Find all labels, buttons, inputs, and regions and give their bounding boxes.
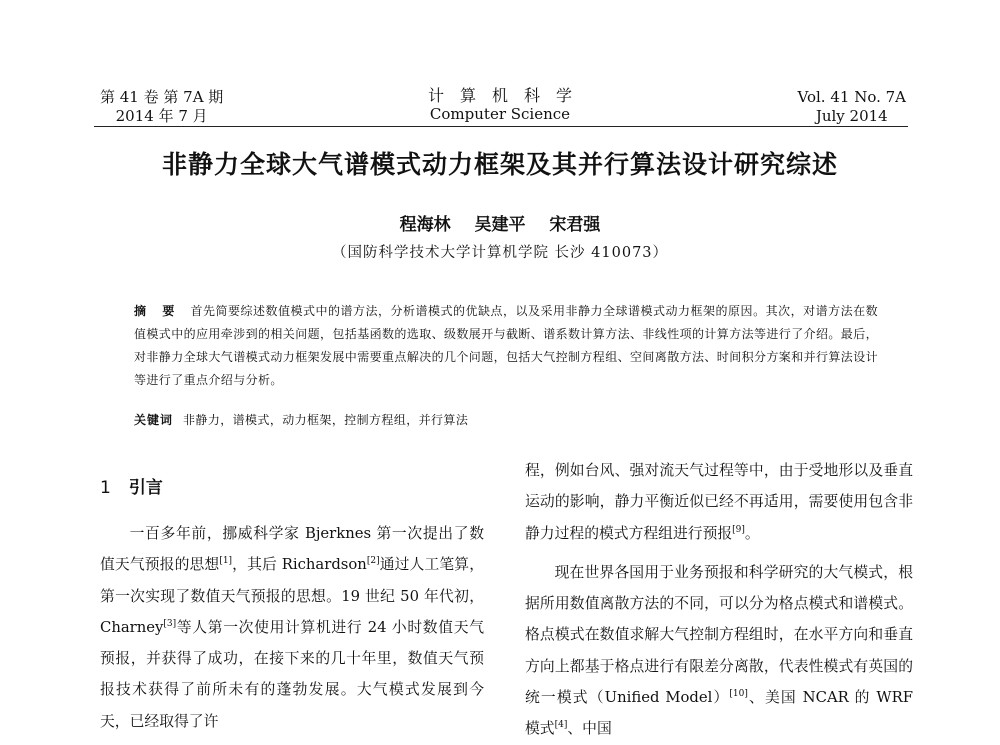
journal-name-en: Computer Science: [429, 105, 571, 123]
affiliation: （国防科学技术大学计算机学院 长沙 410073）: [331, 245, 669, 261]
citation: [2]: [366, 556, 380, 567]
author-name: 宋君强: [549, 215, 601, 235]
running-header-left: [100, 88, 223, 126]
citation: [1]: [219, 556, 233, 567]
citation: [4]: [554, 720, 568, 731]
text-run: 程，例如台风、强对流天气过程等中，由于受地形以及垂直运动的影响，静力平衡近似已经不再适用，需要使用包含非静力过程的模式方程组进行预报: [525, 462, 913, 542]
text-run: 通过人工笔算，第一次实现了数值天气预报的思想。19 世纪 50 年代初，Charney: [100, 556, 484, 636]
journal-name-cn: 计算机科学: [427, 86, 588, 105]
paper-title: 非静力全球大气谱模式动力框架及其并行算法设计研究综述: [161, 150, 838, 179]
body-paragraph: [100, 518, 484, 737]
volume-issue-cn: 第 41 卷 第 7A 期: [100, 88, 224, 106]
keywords-text: 非静力，谱模式，动力框架，控制方程组，并行算法: [183, 413, 469, 427]
body-paragraph: [525, 557, 913, 745]
text-run: 一百多年前，挪威科学家 Bjerknes 第一次提出了数值天气预报的思想: [100, 525, 484, 574]
author-list: [0, 210, 1000, 235]
author-name: 程海林: [399, 215, 451, 235]
date-cn: 2014 年 7 月: [115, 107, 208, 125]
text-run: 、中国: [567, 720, 612, 738]
abstract-label: 摘 要: [134, 304, 181, 318]
abstract: [134, 300, 878, 392]
running-header-center: [372, 86, 628, 124]
running-header-right: [798, 88, 906, 126]
abstract-text: 首先简要综述数值模式中的谱方法，分析谱模式的优缺点，以及采用非静力全球谱模式动力框架的原因。其次，对谱方法在数值模式中的应用牵涉到的相关问题，包括基函数的选取、级数展开与截断、谱系数计算方法、非线性项的计算方法等进行了介绍。最后，对非静力全球大气谱模式动力框架发展中需要重点解决的几个问题，包括大气控制方程组、空间离散方法、时间积分方案和并行算法设计等进行了重点介绍与分析。: [134, 304, 879, 387]
author-name: 吴建平: [474, 215, 526, 235]
date-en: July 2014: [815, 107, 888, 125]
keywords: [134, 410, 878, 430]
section-heading: [100, 475, 484, 501]
body-paragraph: [525, 455, 913, 549]
right-column: [525, 455, 913, 745]
citation: [9]: [732, 524, 745, 535]
text-run: 、美国 NCAR 的 WRF 模式: [525, 689, 913, 738]
left-column: [100, 455, 484, 737]
section-title: 引言: [128, 478, 163, 498]
text-run: 现在世界各国用于业务预报和科学研究的大气模式，根据所用数值离散方法的不同，可以分为格点模式和谱模式。格点模式在数值求解大气控制方程组时，在水平方向和垂直方向上都基于格点进行有限差分离散，代表性模式有英国的统一模式（Unified Model）: [525, 563, 913, 707]
text-run: 等人第一次使用计算机进行 24 小时数值天气预报，并获得了成功，在接下来的几十年里，数值天气预报技术获得了前所未有的蓬勃发展。大气模式发展到今天，已经取得了许: [100, 618, 484, 730]
citation: [3]: [163, 618, 177, 629]
keywords-label: 关键词: [134, 413, 174, 427]
header-rule: [94, 126, 908, 127]
citation: [10]: [729, 689, 748, 700]
volume-issue-en: Vol. 41 No. 7A: [797, 88, 906, 106]
section-number: 1: [100, 478, 111, 498]
text-run: 。: [744, 524, 760, 542]
text-run: ，其后 Richardson: [232, 556, 367, 574]
